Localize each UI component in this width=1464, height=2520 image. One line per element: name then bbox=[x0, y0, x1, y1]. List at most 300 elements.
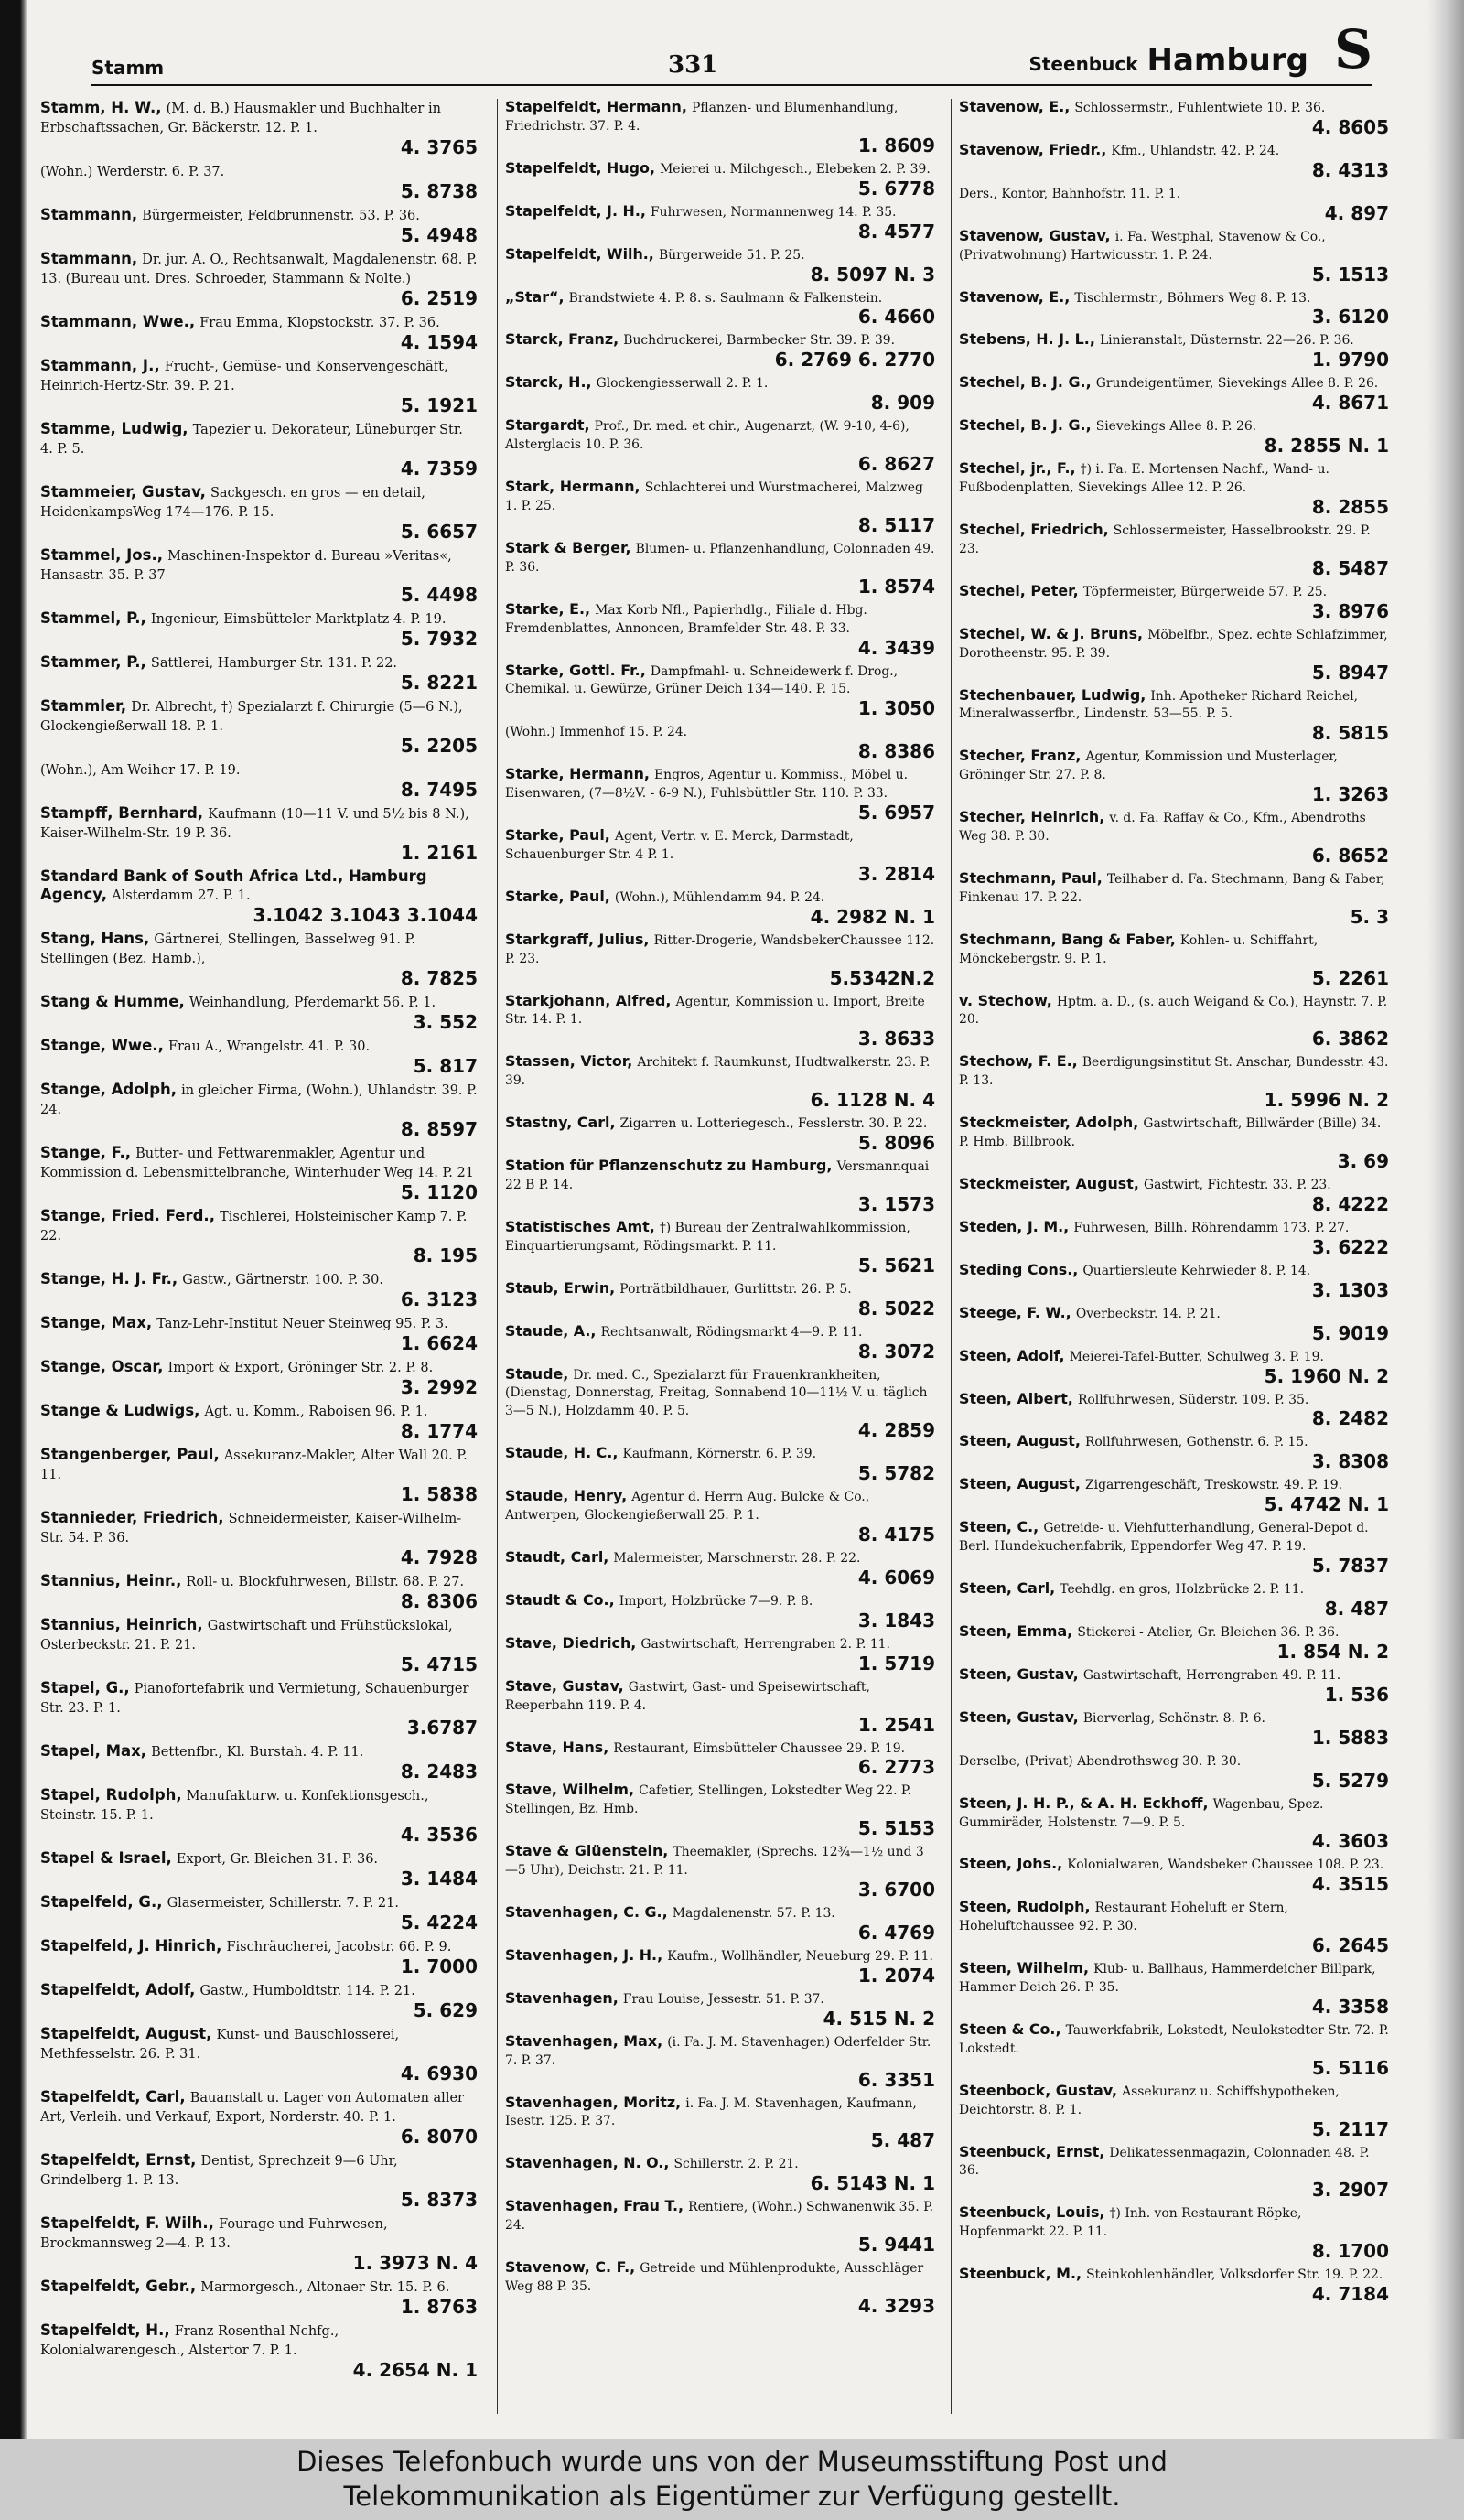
entry-details: Bettenfbr., Kl. Burstah. 4. P. 11. bbox=[151, 1745, 364, 1760]
entry-details: Rentiere, (Wohn.) Schwanenwik 35. P. 24. bbox=[505, 2200, 934, 2234]
entry-name: Starke, E., bbox=[505, 599, 591, 618]
entry-phone-number: 5. 5621 bbox=[857, 1254, 935, 1276]
entry-name: Steen, Adolf, bbox=[959, 1346, 1065, 1364]
entry-name: Steen, C., bbox=[959, 1518, 1039, 1536]
directory-entry bbox=[505, 1843, 935, 1900]
entry-details: Prof., Dr. med. et chir., Augenarzt, (W. 9-10, 4-6), Alsterglacis 10. P. 36. bbox=[505, 419, 910, 453]
directory-entry bbox=[505, 289, 935, 328]
entry-details: Gärtnerei, Stellingen, Basselweg 91. P. Stellingen (Bez. Hamb.), bbox=[40, 932, 416, 966]
directory-entry bbox=[40, 1742, 478, 1782]
directory-entry bbox=[505, 1488, 935, 1545]
entry-name: Stechow, F. E., bbox=[959, 1052, 1078, 1071]
entry-name: Staude, bbox=[505, 1364, 569, 1383]
entry-name: Stave, Gustav, bbox=[505, 1676, 624, 1695]
entry-details: Teehdlg. en gros, Holzbrücke 2. P. 11. bbox=[1060, 1582, 1305, 1598]
directory-entry bbox=[959, 1115, 1389, 1171]
entry-details: Dentist, Sprechzeit 9—6 Uhr, Grindelberg 1. P. 13. bbox=[40, 2154, 398, 2188]
entry-details: Glasermeister, Schillerstr. 7. P. 21. bbox=[167, 1896, 399, 1911]
entry-phone-number: 5. 4224 bbox=[400, 1912, 478, 1933]
entry-name: Starck, H., bbox=[505, 373, 592, 392]
entry-name: Steden, J. M., bbox=[959, 1217, 1070, 1235]
entry-details: Töpfermeister, Bürgerweide 57. P. 25. bbox=[1082, 584, 1328, 599]
entry-name: Stavenow, Gustav, bbox=[959, 226, 1111, 244]
directory-entry bbox=[40, 250, 478, 308]
entry-phone-number: 8. 4175 bbox=[857, 1523, 935, 1545]
entry-phone-number: 8. 2855 bbox=[1311, 495, 1389, 518]
entry-phone-number: 4. 7928 bbox=[400, 1546, 478, 1568]
entry-phone-number: 3. 8976 bbox=[1311, 599, 1389, 622]
entry-phone-number: 8. 5117 bbox=[857, 513, 935, 536]
directory-entry bbox=[505, 1053, 935, 1110]
entry-details: Agentur d. Herrn Aug. Bulcke & Co., Antwerpen, Glockengießerwall 25. P. 1. bbox=[505, 1490, 870, 1524]
entry-details: Frau Louise, Jessestr. 51. P. 37. bbox=[622, 1991, 824, 2007]
entry-details: Inh. Apotheker Richard Reichel, Mineralwasserfbr., Lindenstr. 53—55. P. 5. bbox=[959, 688, 1359, 722]
entry-name: Steen, J. H. P., & A. H. Eckhoff, bbox=[959, 1793, 1209, 1812]
entry-name: Stave, Hans, bbox=[505, 1738, 609, 1756]
entry-details: Kolonialwaren, Wandsbeker Chaussee 108. P. 23. bbox=[1067, 1858, 1384, 1873]
entry-name: Stavenow, E., bbox=[959, 99, 1071, 115]
entry-name: Stavenhagen, J. H., bbox=[505, 1945, 663, 1964]
directory-entry bbox=[40, 1358, 478, 1397]
entry-name: Stange, Oscar, bbox=[40, 1358, 164, 1375]
entry-details: Gastw., Humboldtstr. 114. P. 21. bbox=[199, 1984, 415, 1998]
directory-entry bbox=[505, 932, 935, 988]
entry-name: Stange, Adolph, bbox=[40, 1081, 178, 1098]
entry-phone-number: 3. 6120 bbox=[1311, 306, 1389, 328]
entry-details: Marmorgesch., Altonaer Str. 15. P. 6. bbox=[200, 2280, 450, 2295]
entry-details: Glockengiesserwall 2. P. 1. bbox=[596, 376, 769, 392]
entry-phone-number: 1. 8609 bbox=[857, 134, 935, 156]
directory-entry bbox=[40, 697, 478, 756]
entry-phone-number: 1. 8574 bbox=[857, 575, 935, 598]
entry-name: Staudt, Carl, bbox=[505, 1547, 609, 1566]
entry-name: Stapelfeld, G., bbox=[40, 1893, 163, 1911]
entry-details: Brandstwiete 4. P. 8. s. Saulmann & Falkenstein. bbox=[568, 290, 883, 306]
entry-details: Malermeister, Marschnerstr. 28. P. 22. bbox=[613, 1550, 861, 1566]
entry-phone-number: 4. 3358 bbox=[1311, 1995, 1389, 2018]
directory-entry bbox=[505, 1158, 935, 1214]
entry-details: Assekuranz u. Schiffshypotheken, Deichtorstr. 8. P. 1. bbox=[959, 2084, 1340, 2117]
entry-name: Stark & Berger, bbox=[505, 538, 631, 556]
entry-name: Steen, August, bbox=[959, 1432, 1081, 1450]
directory-entry bbox=[959, 1519, 1389, 1576]
entry-phone-number: 1. 5883 bbox=[1311, 1726, 1389, 1749]
directory-entry bbox=[40, 1616, 478, 1675]
entry-name: Stammel, Jos., bbox=[40, 546, 163, 564]
entry-phone-number: 6. 4769 bbox=[857, 1921, 935, 1944]
footer-notice bbox=[0, 2439, 1464, 2520]
entry-phone-number: 6. 2769 6. 2770 bbox=[774, 349, 935, 372]
entry-phone-number: 8. 2483 bbox=[400, 1761, 478, 1782]
directory-entry bbox=[959, 417, 1389, 456]
entry-phone-number: 8. 2855 N. 1 bbox=[1264, 435, 1389, 458]
entry-phone-number: 5. 7837 bbox=[1311, 1555, 1389, 1578]
entry-name: Steenbuck, Ernst, bbox=[959, 2142, 1105, 2160]
entry-details: Möbelfbr., Spez. echte Schlafzimmer, Dorotheenstr. 95. P. 39. bbox=[959, 627, 1388, 661]
entry-name: Starke, Paul, bbox=[505, 826, 610, 845]
entry-phone-number: 5. 1921 bbox=[400, 394, 478, 416]
entry-phone-number: 8. 1774 bbox=[400, 1420, 478, 1442]
entry-name: Steckmeister, August, bbox=[959, 1175, 1139, 1192]
entry-name: Stavenhagen, bbox=[505, 1988, 619, 2007]
directory-entry bbox=[959, 1476, 1389, 1514]
entry-phone-number: 5. 2261 bbox=[1311, 966, 1389, 989]
entry-name: Stecher, Heinrich, bbox=[959, 808, 1105, 826]
entry-name: Staude, Henry, bbox=[505, 1487, 628, 1505]
entry-phone-number: 5. 5279 bbox=[1311, 1769, 1389, 1792]
entry-details: Frau Emma, Klopstockstr. 37. P. 36. bbox=[199, 316, 440, 330]
entry-details: Agentur, Kommission u. Import, Breite Str. 14. P. 1. bbox=[505, 994, 925, 1028]
directory-entry bbox=[40, 609, 478, 649]
entry-name: Steenbock, Gustav, bbox=[959, 2081, 1117, 2099]
directory-entry bbox=[959, 1666, 1389, 1705]
entry-name: Steen, Wilhelm, bbox=[959, 1959, 1090, 1977]
directory-entry bbox=[959, 1262, 1389, 1300]
directory-entry bbox=[505, 417, 935, 474]
entry-name: Stavenhagen, N. O., bbox=[505, 2154, 670, 2172]
directory-entry bbox=[959, 1433, 1389, 1471]
entry-details: Fourage und Fuhrwesen, Brockmannsweg 2—4. P. 13. bbox=[40, 2217, 388, 2251]
directory-entry bbox=[505, 1115, 935, 1153]
entry-phone-number: 1. 2541 bbox=[857, 1713, 935, 1736]
directory-entry bbox=[505, 1990, 935, 2029]
entry-details: Alsterdamm 27. P. 1. bbox=[112, 888, 251, 903]
entry-phone-number: 4. 2654 N. 1 bbox=[352, 2359, 478, 2381]
directory-entry bbox=[505, 601, 935, 658]
entry-details: Ingenieur, Eimsbütteler Marktplatz 4. P. 19. bbox=[150, 612, 447, 627]
entry-details: Steinkohlenhändler, Volksdorfer Str. 19. P. 22. bbox=[1086, 2267, 1383, 2283]
directory-entry bbox=[40, 2151, 478, 2210]
directory-entry bbox=[40, 313, 478, 352]
entry-phone-number: 1. 854 N. 2 bbox=[1276, 1640, 1389, 1663]
entry-name: Stark, Hermann, bbox=[505, 478, 640, 496]
entry-phone-number: 5. 7932 bbox=[400, 628, 478, 650]
entry-phone-number: 8. 5815 bbox=[1311, 722, 1389, 745]
directory-entry bbox=[505, 1549, 935, 1588]
directory-entry bbox=[959, 185, 1389, 223]
entry-phone-number: 5. 2117 bbox=[1311, 2117, 1389, 2140]
entry-details: Gastwirtschaft, Herrengraben 2. P. 11. bbox=[640, 1636, 890, 1652]
entry-name: Stassen, Victor, bbox=[505, 1052, 633, 1071]
entry-details: Rollfuhrwesen, Süderstr. 109. P. 35. bbox=[1077, 1392, 1309, 1407]
directory-entry bbox=[40, 1786, 478, 1845]
entry-phone-number: 4. 897 bbox=[1324, 201, 1389, 224]
directory-entry bbox=[505, 888, 935, 927]
entry-phone-number: 8. 7495 bbox=[400, 779, 478, 801]
entry-name: Steen, Gustav, bbox=[959, 1664, 1079, 1683]
entry-phone-number: 5. 1960 N. 2 bbox=[1264, 1364, 1389, 1387]
column-1 bbox=[40, 99, 478, 2414]
entry-details: Agt. u. Komm., Raboisen 96. P. 1. bbox=[204, 1405, 428, 1419]
entry-details: Schillerstr. 2. P. 21. bbox=[673, 2157, 799, 2172]
entry-name: Stechel, B. J. G., bbox=[959, 373, 1092, 392]
entry-name: Steckmeister, Adolph, bbox=[959, 1114, 1139, 1132]
entry-details: Gastwirtschaft, Herrengraben 49. P. 11. bbox=[1082, 1667, 1341, 1683]
directory-entry bbox=[959, 2266, 1389, 2304]
entry-name: Stangenberger, Paul, bbox=[40, 1446, 220, 1463]
entry-details: Meierei u. Milchgesch., Elebeken 2. P. 39. bbox=[660, 161, 931, 177]
header-last-entry-group bbox=[1028, 42, 1308, 79]
entry-details: Kaufmann, Körnerstr. 6. P. 39. bbox=[622, 1447, 817, 1462]
directory-entry bbox=[959, 142, 1389, 180]
directory-entry bbox=[40, 1937, 478, 1976]
entry-details: Overbeckstr. 14. P. 21. bbox=[1075, 1306, 1221, 1321]
directory-entry bbox=[505, 2033, 935, 2090]
entry-name: Stapel, Max, bbox=[40, 1742, 147, 1760]
entry-phone-number: 3. 552 bbox=[413, 1011, 478, 1033]
entry-phone-number: 3. 1843 bbox=[857, 1609, 935, 1632]
entry-name: Stapelfeldt, J. H., bbox=[505, 201, 646, 220]
entry-details: Kfm., Uhlandstr. 42. P. 24. bbox=[1111, 143, 1280, 158]
directory-entry bbox=[505, 1219, 935, 1276]
entry-name: Stange, F., bbox=[40, 1144, 132, 1161]
entry-phone-number: 1. 5996 N. 2 bbox=[1264, 1089, 1389, 1112]
entry-phone-number: 4. 6930 bbox=[400, 2062, 478, 2084]
entry-details: Cafetier, Stellingen, Lokstedter Weg 22. P. Stellingen, Bz. Hmb. bbox=[505, 1783, 911, 1817]
entry-phone-number: 6. 1128 N. 4 bbox=[810, 1089, 935, 1112]
entry-phone-number: 8. 5487 bbox=[1311, 556, 1389, 579]
entry-details: Kohlen- u. Schiffahrt, Mönckebergstr. 9. P. 1. bbox=[959, 932, 1319, 966]
directory-entry bbox=[505, 540, 935, 597]
entry-details: Frucht-, Gemüse- und Konservengeschäft, Heinrich-Hertz-Str. 39. P. 21. bbox=[40, 360, 448, 393]
entry-phone-number: 5.5342N.2 bbox=[829, 966, 935, 989]
directory-entry bbox=[959, 583, 1389, 621]
entry-phone-number: 3. 6700 bbox=[857, 1879, 935, 1901]
entry-details: Import & Export, Gröninger Str. 2. P. 8. bbox=[167, 1361, 434, 1375]
entry-name: Stange, Fried. Ferd., bbox=[40, 1207, 215, 1224]
directory-entry bbox=[959, 1960, 1389, 2017]
directory-entry bbox=[959, 870, 1389, 927]
entry-phone-number: 6. 5143 N. 1 bbox=[810, 2172, 935, 2195]
entry-details: Teilhaber d. Fa. Stechmann, Bang & Faber, Finkenau 17. P. 22. bbox=[959, 871, 1385, 905]
footer-line-1: Dieses Telefonbuch wurde uns von der Museumsstiftung Post und bbox=[296, 2446, 1168, 2477]
entry-name: v. Stechow, bbox=[959, 991, 1052, 1009]
entry-phone-number: 5. 8096 bbox=[857, 1132, 935, 1155]
entry-name: Steding Cons., bbox=[959, 1260, 1079, 1278]
directory-entry bbox=[959, 2204, 1389, 2261]
directory-columns bbox=[40, 99, 1387, 2414]
entry-details: Engros, Agentur u. Kommiss., Möbel u. Eisenwaren, (7—8½V. - 6-9 N.), Fuhlsbüttler Str. 110. P. 33. bbox=[505, 768, 909, 802]
entry-phone-number: 8. 3072 bbox=[857, 1340, 935, 1362]
entry-name: Stammann, bbox=[40, 250, 138, 267]
entry-details: Dampfmahl- u. Schneidewerk f. Drog., Chemikal. u. Gewürze, Grüner Deich 134—140. P. 15. bbox=[505, 663, 899, 697]
directory-entry bbox=[505, 479, 935, 535]
directory-entry bbox=[505, 1947, 935, 1986]
directory-entry bbox=[959, 993, 1389, 1050]
entry-details: Rollfuhrwesen, Gothenstr. 6. P. 15. bbox=[1084, 1435, 1308, 1450]
entry-phone-number: 3. 2992 bbox=[400, 1376, 478, 1398]
entry-name: Stannius, Heinr., bbox=[40, 1572, 182, 1589]
entry-details: Restaurant Hoheluft er Stern, Hoheluftchaussee 92. P. 30. bbox=[959, 1901, 1288, 1934]
entry-name: Stave, Diedrich, bbox=[505, 1633, 637, 1652]
directory-entry bbox=[505, 1678, 935, 1735]
directory-entry bbox=[505, 160, 935, 199]
entry-name: Stechel, jr., F., bbox=[959, 459, 1076, 478]
entry-phone-number: 1. 3050 bbox=[857, 697, 935, 720]
header-first-entry: Stamm bbox=[92, 57, 165, 79]
directory-entry bbox=[505, 723, 935, 761]
entry-name: „Star“, bbox=[505, 287, 565, 306]
entry-phone-number: 1. 7000 bbox=[400, 1955, 478, 1977]
entry-name: Stammann, Wwe., bbox=[40, 313, 196, 330]
entry-name: Stechel, B. J. G., bbox=[959, 416, 1092, 435]
directory-entry bbox=[40, 760, 478, 800]
entry-name: Steenbuck, M., bbox=[959, 2265, 1082, 2283]
entry-details: Import, Holzbrücke 7—9. P. 8. bbox=[619, 1593, 813, 1609]
entry-name: Stechel, Peter, bbox=[959, 581, 1079, 599]
entry-details: (M. d. B.) Hausmakler und Buchhalter in Erbschaftssachen, Gr. Bäckerstr. 12. P. 1. bbox=[40, 102, 441, 135]
entry-details: Gastwirt, Fichtestr. 33. P. 23. bbox=[1143, 1178, 1331, 1192]
entry-name: Stange & Ludwigs, bbox=[40, 1402, 200, 1419]
directory-entry bbox=[959, 1709, 1389, 1748]
entry-details: Magdalenenstr. 57. P. 13. bbox=[672, 1906, 835, 1922]
entry-details: Weinhandlung, Pferdemarkt 56. P. 1. bbox=[188, 996, 436, 1010]
entry-name: Steege, F. W., bbox=[959, 1303, 1071, 1321]
entry-name: Starkgraff, Julius, bbox=[505, 930, 650, 948]
entry-details: Frau A., Wrangelstr. 41. P. 30. bbox=[167, 1039, 371, 1054]
entry-details: Ritter-Drogerie, WandsbekerChaussee 112. P. 23. bbox=[505, 932, 935, 966]
entry-details: Wagenbau, Spez. Gummiräder, Holstenstr. 7—9. P. 5. bbox=[959, 1796, 1324, 1830]
directory-entry bbox=[505, 374, 935, 413]
directory-entry bbox=[959, 1899, 1389, 1955]
entry-details: Kaufmann (10—11 V. und 5½ bis 8 N.), Kaiser-Wilhelm-Str. 19 P. 36. bbox=[40, 807, 469, 841]
entry-details: (Wohn.), Mühlendamm 94. P. 24. bbox=[614, 889, 825, 905]
entry-details: Getreide- u. Viehfutterhandlung, General-Depot d. Berl. Hundekuchenfabrik, Eppendorfer Weg 47. P. 19. bbox=[959, 1521, 1369, 1555]
page-number: 331 bbox=[668, 51, 718, 79]
entry-phone-number: 4. 3515 bbox=[1311, 1873, 1389, 1896]
entry-details: Ders., Kontor, Bahnhofstr. 11. P. 1. bbox=[959, 186, 1181, 201]
entry-phone-number: 5. 8738 bbox=[400, 180, 478, 202]
directory-entry bbox=[959, 1176, 1389, 1214]
entry-phone-number: 6. 8070 bbox=[400, 2126, 478, 2148]
entry-name: Stapel & Israel, bbox=[40, 1849, 172, 1867]
entry-details: Dr. med. C., Spezialarzt für Frauenkrankheiten, (Dienstag, Donnerstag, Freitag, Sonnabend 10—11½ V. u. täglich 3—5 N.), Holzdamm 40. P. 5. bbox=[505, 1367, 928, 1419]
entry-phone-number: 3. 1484 bbox=[400, 1868, 478, 1890]
entry-name: Steen, Gustav, bbox=[959, 1707, 1079, 1726]
entry-name: Stapelfeldt, Ernst, bbox=[40, 2151, 197, 2169]
entry-details: Kaufm., Wollhändler, Neueburg 29. P. 11. bbox=[667, 1948, 933, 1964]
entry-phone-number: 4. 515 N. 2 bbox=[823, 2007, 935, 2030]
entry-name: Stapelfeldt, Hugo, bbox=[505, 158, 655, 177]
entry-phone-number: 5. 5153 bbox=[857, 1817, 935, 1840]
entry-phone-number: 5. 4498 bbox=[400, 584, 478, 606]
directory-entry bbox=[959, 1752, 1389, 1791]
entry-details: Dr. Albrecht, †) Spezialarzt f. Chirurgie (5—6 N.), Glockengießerwall 18. P. 1. bbox=[40, 700, 463, 734]
directory-entry bbox=[959, 2144, 1389, 2201]
entry-phone-number: 5. 2205 bbox=[400, 735, 478, 757]
entry-phone-number: 8. 7825 bbox=[400, 967, 478, 989]
directory-entry bbox=[959, 374, 1389, 413]
entry-phone-number: 5. 9019 bbox=[1311, 1321, 1389, 1344]
header-city: Hamburg bbox=[1146, 42, 1308, 79]
entry-phone-number: 1. 2161 bbox=[400, 842, 478, 864]
directory-entry bbox=[959, 2021, 1389, 2078]
entry-phone-number: 5. 4715 bbox=[400, 1653, 478, 1675]
directory-entry bbox=[505, 2259, 935, 2316]
entry-details: Sievekings Allee 8. P. 26. bbox=[1095, 419, 1257, 435]
entry-phone-number: 8. 195 bbox=[413, 1244, 478, 1266]
entry-details: †) Inh. von Restaurant Röpke, Hopfenmarkt 22. P. 11. bbox=[959, 2206, 1302, 2240]
entry-details: Linieranstalt, Düsternstr. 22—26. P. 36. bbox=[1099, 333, 1354, 349]
entry-phone-number: 5. 1120 bbox=[400, 1181, 478, 1203]
entry-phone-number: 3. 8633 bbox=[857, 1028, 935, 1050]
directory-entry bbox=[959, 1623, 1389, 1662]
entry-phone-number: 8. 4577 bbox=[857, 220, 935, 242]
directory-entry bbox=[959, 1580, 1389, 1619]
directory-entry bbox=[40, 653, 478, 693]
column-3 bbox=[951, 99, 1389, 2414]
directory-entry bbox=[40, 2088, 478, 2147]
directory-entry bbox=[959, 289, 1389, 328]
directory-entry bbox=[40, 420, 478, 479]
directory-entry bbox=[959, 1348, 1389, 1386]
entry-phone-number: 3. 8308 bbox=[1311, 1450, 1389, 1473]
entry-name: Stapel, Rudolph, bbox=[40, 1786, 182, 1804]
entry-details: (i. Fa. J. M. Stavenhagen) Oderfelder Str. 7. P. 37. bbox=[505, 2034, 931, 2068]
directory-entry bbox=[959, 687, 1389, 744]
directory-entry bbox=[959, 99, 1389, 137]
entry-name: Stapelfeldt, Carl, bbox=[40, 2088, 186, 2105]
entry-name: Starkjohann, Alfred, bbox=[505, 991, 672, 1009]
entry-name: Stammann, J., bbox=[40, 357, 160, 374]
entry-phone-number: 4. 3536 bbox=[400, 1824, 478, 1846]
entry-phone-number: 4. 3603 bbox=[1311, 1830, 1389, 1853]
entry-name: Stave & Glüenstein, bbox=[505, 1842, 669, 1860]
entry-details: Zigarrengeschäft, Treskowstr. 49. P. 19. bbox=[1084, 1478, 1343, 1493]
entry-details: Pianofortefabrik und Vermietung, Schauenburger Str. 23. P. 1. bbox=[40, 1682, 469, 1716]
entry-name: Starke, Gottl. Fr., bbox=[505, 661, 646, 679]
directory-entry bbox=[505, 99, 935, 156]
entry-phone-number: 4. 1594 bbox=[400, 331, 478, 353]
entry-phone-number: 8. 8597 bbox=[400, 1118, 478, 1140]
entry-name: Stannius, Heinrich, bbox=[40, 1616, 203, 1633]
entry-name: Steen, Rudolph, bbox=[959, 1898, 1091, 1916]
entry-details: Derselbe, (Privat) Abendrothsweg 30. P. 30. bbox=[959, 1753, 1242, 1769]
entry-details: Beerdigungsinstitut St. Anschar, Bundesstr. 43. P. 13. bbox=[959, 1055, 1389, 1089]
directory-entry bbox=[40, 1144, 478, 1202]
entry-phone-number: 4. 6069 bbox=[857, 1566, 935, 1588]
entry-phone-number: 5. 4742 N. 1 bbox=[1264, 1493, 1389, 1516]
entry-phone-number: 5. 629 bbox=[413, 1999, 478, 2021]
directory-entry bbox=[959, 460, 1389, 517]
entry-phone-number: 4. 3293 bbox=[857, 2294, 935, 2317]
directory-entry bbox=[40, 483, 478, 542]
entry-name: Steen & Co., bbox=[959, 2019, 1061, 2038]
entry-phone-number: 6. 3123 bbox=[400, 1288, 478, 1310]
entry-details: (Wohn.) Werderstr. 6. P. 37. bbox=[40, 165, 225, 179]
directory-entry bbox=[40, 2214, 478, 2273]
entry-name: Stammel, P., bbox=[40, 609, 146, 627]
directory-entry bbox=[40, 1270, 478, 1309]
entry-name: Stapel, G., bbox=[40, 1679, 130, 1696]
entry-details: Bürgermeister, Feldbrunnenstr. 53. P. 36. bbox=[142, 209, 420, 223]
directory-entry bbox=[959, 809, 1389, 866]
directory-entry bbox=[40, 99, 478, 157]
entry-details: Schlachterei und Wurstmacherei, Malzweg 1. P. 25. bbox=[505, 480, 923, 513]
directory-entry bbox=[959, 1219, 1389, 1257]
entry-name: Stebens, H. J. L., bbox=[959, 330, 1095, 349]
directory-entry bbox=[505, 246, 935, 285]
entry-phone-number: 8. 8386 bbox=[857, 740, 935, 763]
entry-details: in gleicher Firma, (Wohn.), Uhlandstr. 39. P. 24. bbox=[40, 1083, 478, 1117]
entry-details: Schlossermeister, Hasselbrookstr. 29. P. 23. bbox=[959, 522, 1371, 556]
entry-details: Getreide und Mühlenprodukte, Ausschläger Weg 88 P. 35. bbox=[505, 2261, 924, 2294]
directory-entry bbox=[505, 1635, 935, 1674]
entry-name: Stamme, Ludwig, bbox=[40, 420, 188, 437]
entry-phone-number: 3. 2814 bbox=[857, 862, 935, 885]
directory-entry bbox=[40, 162, 478, 201]
entry-name: Stavenow, C. F., bbox=[505, 2258, 636, 2277]
